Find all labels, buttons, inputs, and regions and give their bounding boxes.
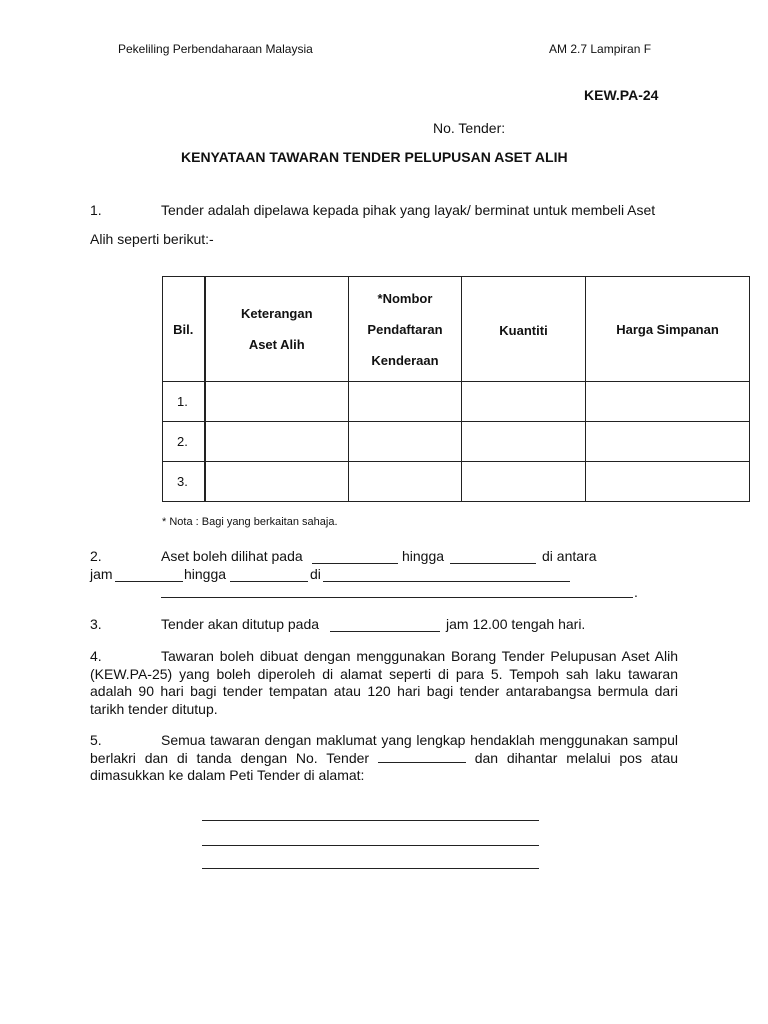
para3-number: 3. — [90, 616, 102, 632]
para3-text-a: Tender akan ditutup pada — [161, 616, 320, 632]
para2-jam: jam — [90, 566, 113, 582]
blank-date-from[interactable] — [312, 563, 398, 564]
para2-text-c: di antara — [542, 548, 597, 564]
para1-text: Tender adalah dipelawa kepada pihak yang layak/ berminat untuk membeli Aset — [161, 202, 656, 218]
para5 — [90, 732, 678, 785]
header-nombor-line3: Kenderaan — [371, 352, 439, 368]
cell-kuantiti[interactable] — [462, 422, 586, 462]
para2-number: 2. — [90, 548, 102, 564]
para2-text-a: Aset boleh dilihat pada — [161, 548, 303, 564]
cell-harga[interactable] — [586, 382, 750, 422]
cell-harga[interactable] — [586, 422, 750, 462]
para4-number: 4. — [90, 648, 102, 664]
cell-nombor[interactable] — [349, 382, 462, 422]
header-kuantiti: Kuantiti — [462, 277, 586, 382]
cell-keterangan[interactable] — [205, 462, 349, 502]
para3-text-b: jam 12.00 tengah hari. — [446, 616, 586, 632]
form-code: KEW.PA-24 — [584, 87, 659, 103]
tender-no-label: No. Tender: — [433, 120, 506, 136]
header-nombor-line1: *Nombor — [377, 290, 433, 306]
para4 — [90, 648, 678, 718]
cell-kuantiti[interactable] — [462, 382, 586, 422]
document-title: KENYATAAN TAWARAN TENDER PELUPUSAN ASET ALIH — [181, 149, 568, 165]
para5-text-b: dan dihantar melalui pos atau dimasukkan ke dalam Peti Tender di alamat: — [90, 749, 679, 783]
header-keterangan-line2: Aset Alih — [248, 337, 305, 352]
header-harga: Harga Simpanan — [586, 277, 750, 382]
cell-harga[interactable] — [586, 462, 750, 502]
para1-line1 — [90, 202, 655, 218]
para2-text-b: hingga — [402, 548, 445, 564]
cell-nombor[interactable] — [349, 422, 462, 462]
blank-time-to[interactable] — [230, 581, 308, 582]
cell-keterangan[interactable] — [205, 382, 349, 422]
row-bil: 3. — [163, 462, 205, 502]
header-bil: Bil. — [163, 277, 205, 382]
header-left: Pekeliling Perbendaharaan Malaysia — [118, 42, 313, 56]
row-bil: 2. — [163, 422, 205, 462]
address-line-2[interactable] — [202, 845, 539, 846]
table-row — [163, 462, 750, 502]
header-nombor — [349, 277, 462, 382]
cell-keterangan[interactable] — [205, 422, 349, 462]
para2-hingga: hingga — [184, 566, 227, 582]
header-nombor-line2: Pendaftaran — [367, 321, 443, 337]
header-right: AM 2.7 Lampiran F — [549, 42, 652, 56]
header-keterangan — [205, 277, 349, 382]
para1-number: 1. — [90, 202, 102, 218]
table-header-row — [163, 277, 750, 382]
blank-date-to[interactable] — [450, 563, 536, 564]
address-line-3[interactable] — [202, 868, 539, 869]
header-keterangan-line1: Keterangan — [240, 306, 313, 321]
para5-number: 5. — [90, 732, 102, 748]
table-note: * Nota : Bagi yang berkaitan sahaja. — [162, 516, 338, 528]
blank-location[interactable] — [323, 581, 570, 582]
address-line-1[interactable] — [202, 820, 539, 821]
blank-time-from[interactable] — [115, 581, 183, 582]
table-row — [163, 382, 750, 422]
cell-nombor[interactable] — [349, 462, 462, 502]
para2-di: di — [310, 566, 321, 582]
table-row — [163, 422, 750, 462]
blank-closing-date[interactable] — [330, 631, 440, 632]
cell-kuantiti[interactable] — [462, 462, 586, 502]
para2-period: . — [634, 584, 638, 600]
asset-table — [162, 276, 750, 502]
blank-location-cont[interactable] — [161, 597, 633, 598]
para4-text: Tawaran boleh dibuat dengan menggunakan Borang Tender Pelupusan Aset Alih (KEW.PA-25) yang boleh diperoleh di alamat seperti di para 5. Tempoh sah laku tawaran adalah 90 hari bagi tender tempatan atau 120 hari bagi tender antarabangsa bermula dari tarikh tender ditutup. — [90, 648, 678, 717]
row-bil: 1. — [163, 382, 205, 422]
para5-text-a: Semua tawaran dengan maklumat yang lengkap hendaklah menggunakan sampul berlakri dan di tanda dengan No. Tender — [90, 732, 678, 766]
blank-tender-no[interactable] — [378, 750, 466, 763]
para1-line2: Alih seperti berikut:- — [90, 231, 214, 247]
